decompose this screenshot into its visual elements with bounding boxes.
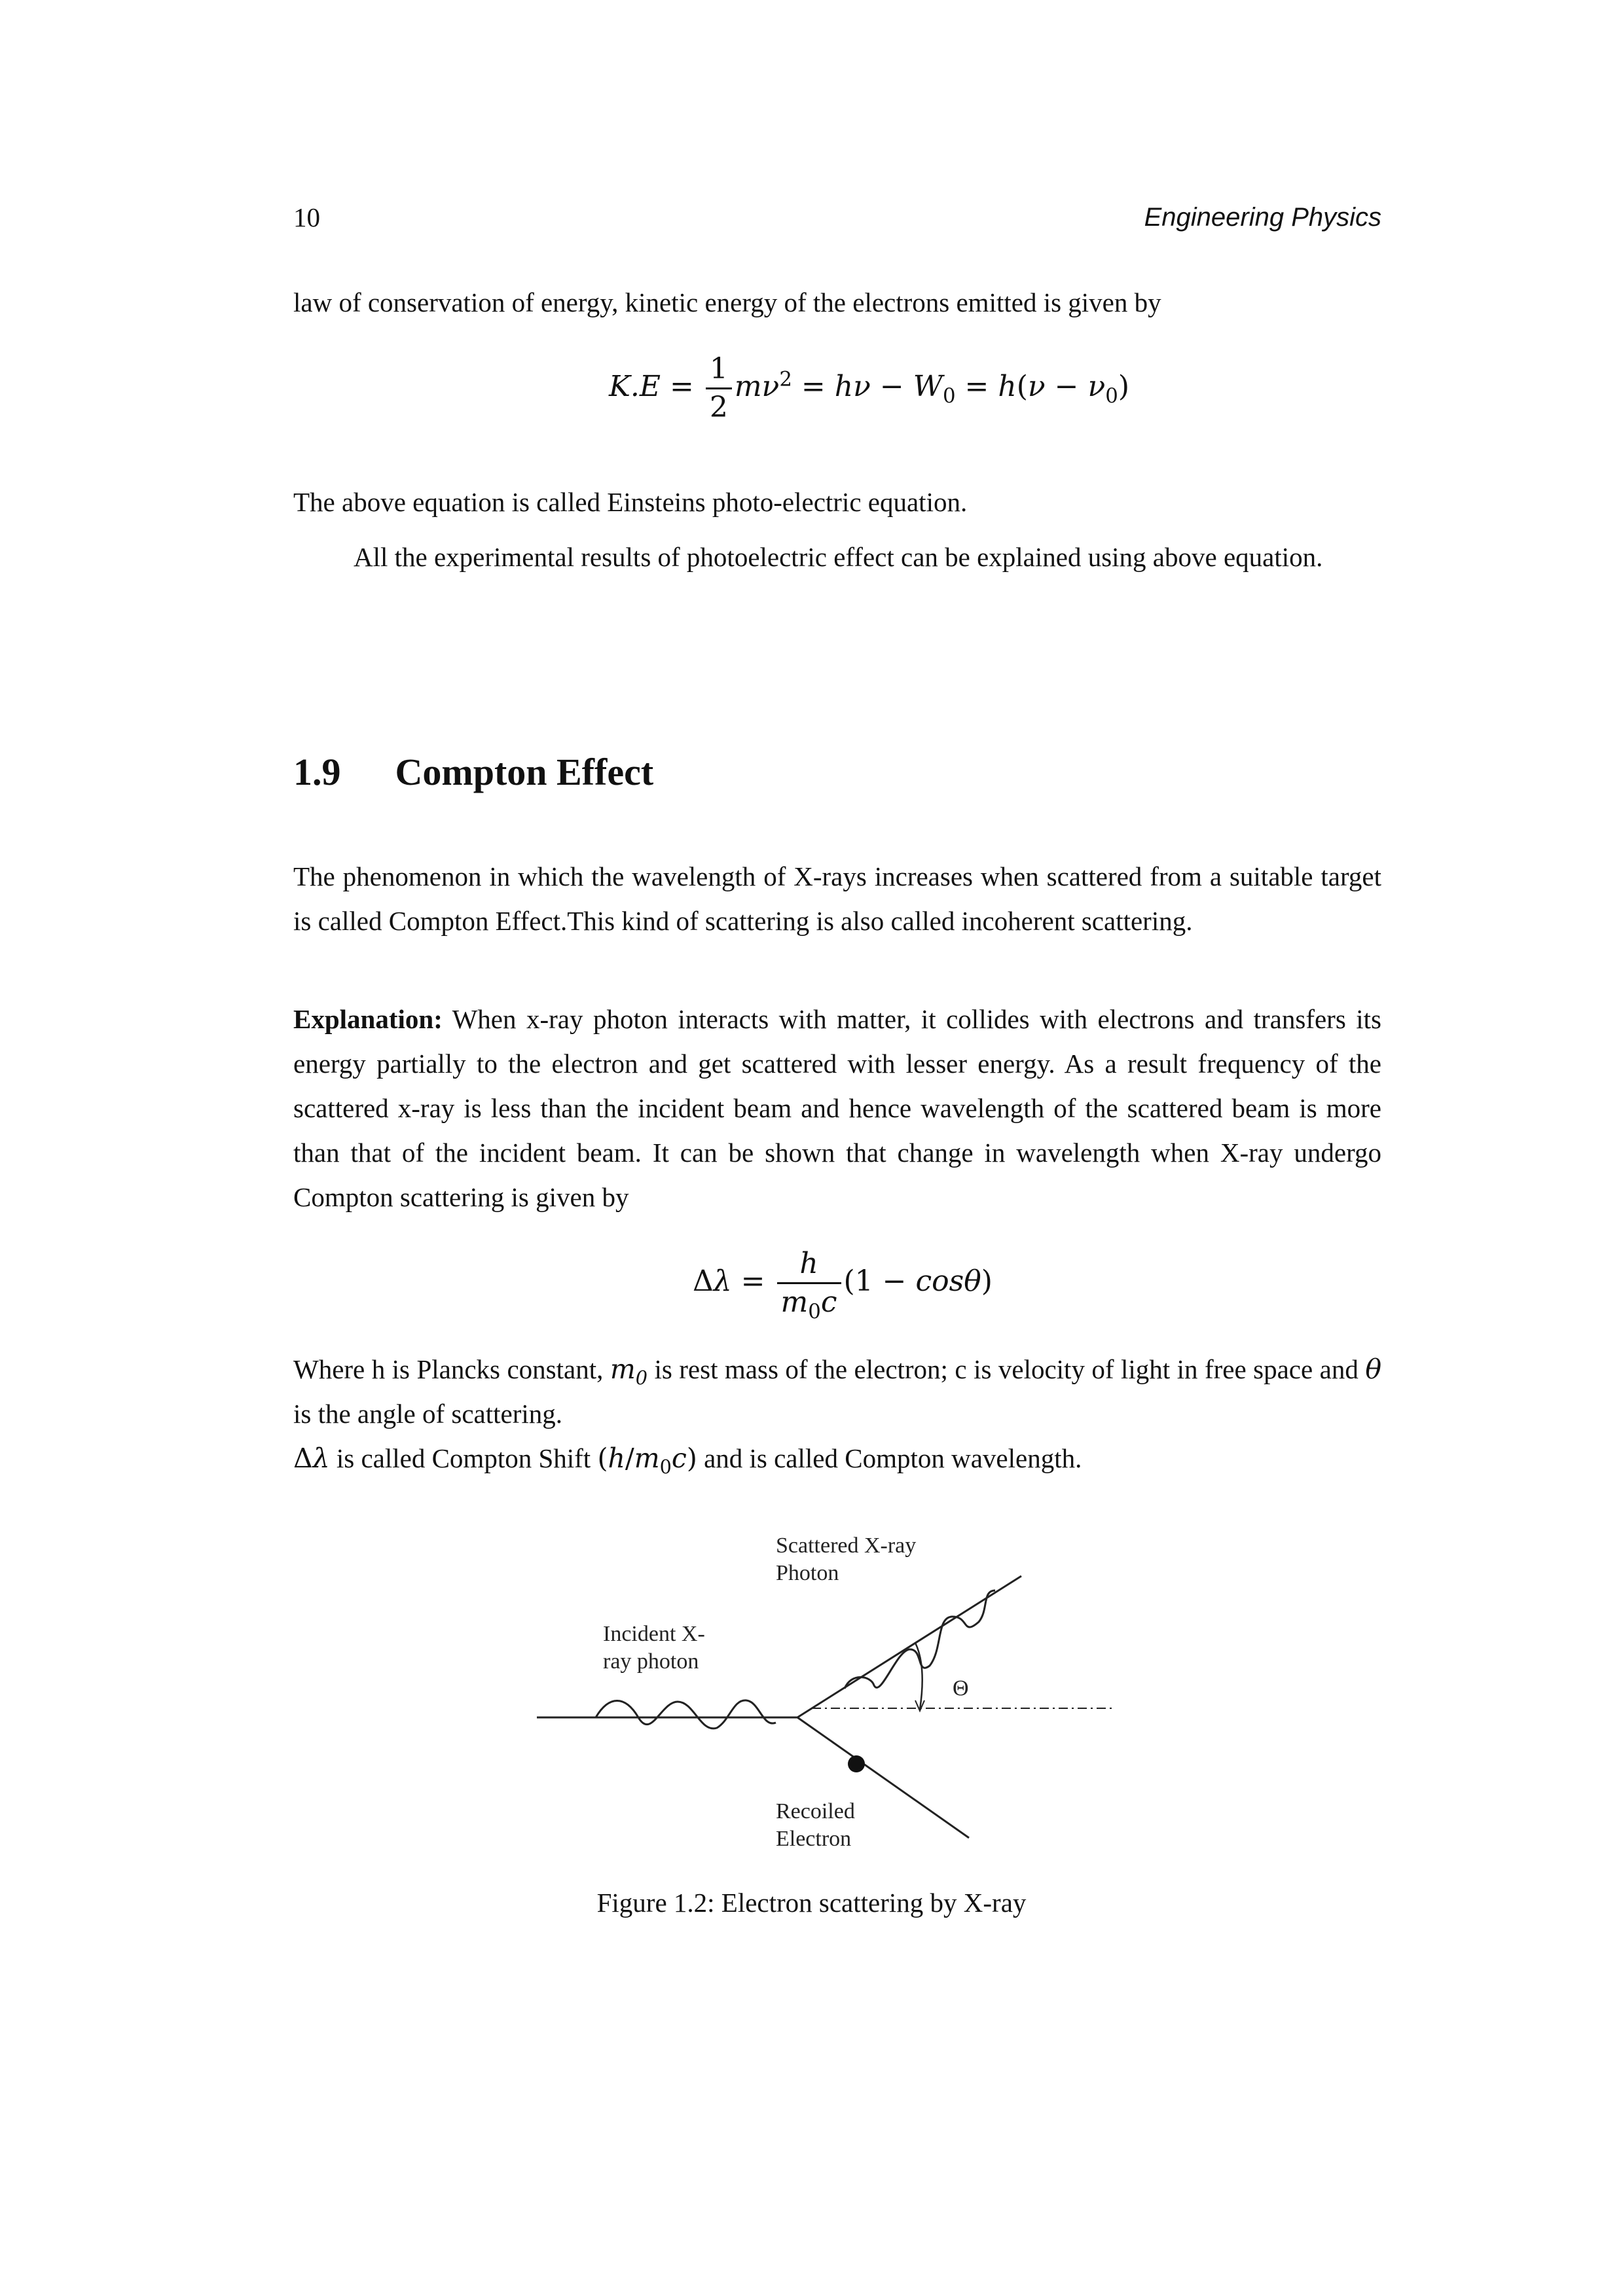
einstein-equation: K.E = $\frac{1}{2}$ $m\nu^2 = h\nu - W_0 = h(\nu - \nu_0)$ — [609, 352, 1130, 424]
intro-line: law of conservation of energy, kinetic energy of the electrons emitted is given by — [293, 287, 1161, 317]
label-recoiled-line1: Recoiled — [776, 1799, 855, 1823]
running-title: Engineering Physics — [1144, 203, 1381, 232]
where-text-c: is the angle of scattering. — [293, 1399, 563, 1429]
angle-label: Θ — [953, 1676, 969, 1700]
section-title: Compton Effect — [395, 751, 654, 793]
shift-text-b: and is called Compton wavelength. — [704, 1443, 1082, 1473]
label-recoiled-line2: Electron — [776, 1827, 852, 1851]
label-incident-line1: Incident X- — [603, 1622, 705, 1646]
theta-symbol: θ — [1365, 1354, 1382, 1385]
explanation-text: When x-ray photon interacts with matter, it collides with electrons and transfers its energy partially to the electron and get scattered with lesser energy. As a result frequency of the scattered x-ray is less than the incident beam and hence wavelength of the scattered beam is more than that of the incident beam. It can be shown that change in wavelength when X-ray undergo Compton scattering is given by — [293, 1004, 1381, 1212]
einstein-equation-note: The above equation is called Einsteins photo-electric equation. — [293, 487, 968, 517]
where-text-b: is rest mass of the electron; c is velocity of light in free space and — [654, 1354, 1359, 1384]
incident-wave — [596, 1700, 776, 1729]
compton-definition-paragraph: The phenomenon in which the wavelength of X-rays increases when scattered from a suitable target is called Compton Effect.This kind of scattering is also called incoherent scattering. — [293, 861, 1381, 936]
compton-equation: Δλ = $\frac{h}{m_0c}$ (1 − cosθ) — [693, 1247, 993, 1323]
label-scattered-line1: Scattered X-ray — [776, 1534, 917, 1558]
intro-paragraph: All the experimental results of photoelectric effect can be explained using above equation. — [354, 542, 1323, 572]
shift-text-a: is called Compton Shift — [336, 1443, 591, 1473]
label-incident-line2: ray photon — [603, 1649, 699, 1674]
compton-wavelength-expression: $(h/m_0c)$ — [597, 1443, 697, 1479]
where-text-a: Where h is Plancks constant, — [293, 1354, 604, 1384]
electron-dot — [848, 1755, 865, 1772]
delta-lambda-symbol: Δλ — [293, 1443, 330, 1474]
label-scattered-line2: Photon — [776, 1561, 839, 1585]
section-number: 1.9 — [293, 751, 341, 793]
rest-mass-symbol: $m_0$ — [610, 1354, 647, 1390]
page-number: 10 — [293, 202, 320, 232]
explanation-label: Explanation: — [293, 1004, 443, 1034]
figure-caption: Figure 1.2: Electron scattering by X-ray — [596, 1888, 1027, 1918]
